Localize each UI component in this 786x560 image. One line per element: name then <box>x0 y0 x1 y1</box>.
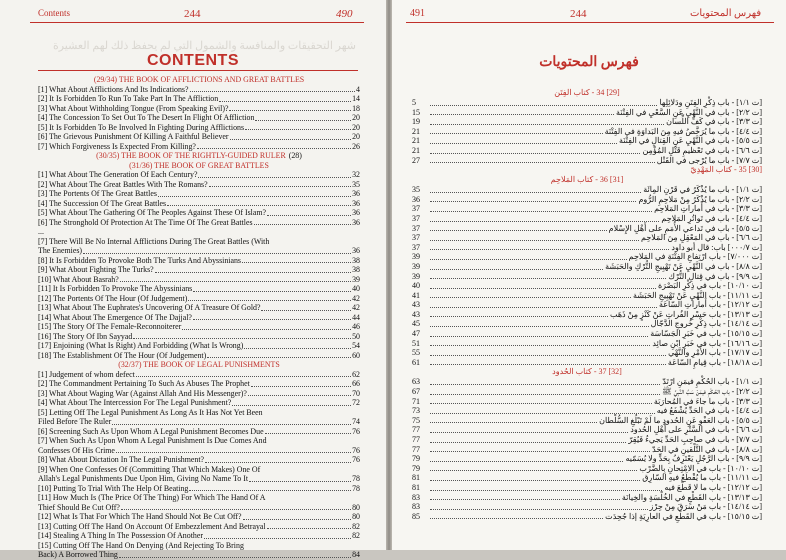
contents-title: CONTENTS <box>147 52 239 69</box>
arabic-toc-entry[interactable]: 75 [ت ٥/٥] - باب العَفْوِ عَنِ الحُدودِ ما لَمْ تَبْلُغِ السُّلْطان <box>412 415 762 425</box>
toc-entry[interactable]: [7] There Will Be No Internal Afflictions During The Great Battles (With <box>38 236 270 246</box>
toc-entry[interactable]: [5] Letting Off The Legal Punishment As Long As It Has Not Yet Been <box>38 407 263 417</box>
toc-entry[interactable]: [4] What About The Intercession For The Legal Punishment? 72 <box>38 398 360 407</box>
toc-entry[interactable]: [7] Which Forgiveness Is Expected From Killing? 26 <box>38 141 360 151</box>
toc-entry[interactable]: [2] What About The Great Battles With The Romans? 35 <box>38 179 360 189</box>
toc-entry[interactable]: [8] What About Dictation In The Legal Punishment? 76 <box>38 455 360 464</box>
toc-entry[interactable]: [16] The Story Of Ibn Sayyad 50 <box>38 331 360 341</box>
arabic-toc-entry[interactable]: 63 [ت ١/١] - باب الحُكْمِ فيمَنِ ارْتَدّ <box>412 377 762 387</box>
toc-entry[interactable]: [5] It Is Forbidden To Be Involved In Fighting During Afflictions 20 <box>38 122 360 132</box>
toc-entry[interactable]: [4] The Concession To Set Out To The Desert In Flight Of Affliction 20 <box>38 113 360 122</box>
arabic-toc-entry[interactable]: 51 [ت ١٦/١٦] - باب في خَبَرِ ابْنِ صائِد <box>412 338 762 348</box>
toc-entry[interactable]: [11] How Much Is (The Price Of The Thing) For Which The Hand Of A <box>38 493 266 502</box>
arabic-toc-entry[interactable]: 85 [ت ١٥/١٥] - باب في القَطْعِ في العارِيَةِ إذا جُحِدَت <box>412 511 762 521</box>
toc-entry[interactable]: [18] The Establishment Of The Hour (Of Judgement) 60 <box>38 350 360 360</box>
toc-entry[interactable]: [10] What About Basrah? 39 <box>38 274 360 284</box>
left-page <box>0 0 386 559</box>
toc-entry[interactable]: Confesses Of His Crime 76 <box>38 445 360 455</box>
arabic-toc-entry[interactable]: 73 [ت ٤/٤] - باب في الحَدِّ يُشْفَعُ فيه <box>412 406 762 416</box>
right-header-number: 244 <box>570 8 587 20</box>
toc-entry[interactable]: [9] What About Fighting The Turks? 38 <box>38 265 360 274</box>
arabic-toc-entry[interactable]: 21 [ت ٤/٤] - باب ما يُرَخَّصُ فيهِ مِنَ البَداوَةِ في الفِتْنَة <box>412 126 762 136</box>
right-section-heading: [31] 36 - كتاب المَلاحِم <box>550 175 624 185</box>
toc-entry[interactable]: [3] The Portents Of The Great Battles 36 <box>38 189 360 198</box>
toc-entry[interactable]: Filed Before The Ruler 74 <box>38 417 360 426</box>
toc-entry[interactable]: [10] Putting To Trial With The Help Of Beating 78 <box>38 483 360 493</box>
left-toc <box>38 75 360 560</box>
arabic-toc-entry[interactable]: 81 [ت ١١/١١] - باب ما يُقْطَعُ فيهِ السّارِق <box>412 473 762 483</box>
toc-entry[interactable]: [9] When One Confesses Of (Committing That Which Makes) One Of <box>38 464 261 474</box>
toc-entry[interactable]: [1] What About The Generation Of Each Century? 32 <box>38 170 360 179</box>
toc-entry[interactable]: [12] The Portents Of The Hour (Of Judgement) 42 <box>38 293 360 303</box>
arabic-toc-entry[interactable]: 79 [ت ٩/٩] - باب الرَّجُلِ يَعْتَرِفُ بِحَدٍّ ولا يُسَمّيه <box>412 454 762 464</box>
toc-entry[interactable]: Allah's Legal Punishments Due Upon Him, Giving No Name To It 78 <box>38 474 360 483</box>
left-section-heading: (31/36) THE BOOK OF GREAT BATTLES <box>129 160 269 170</box>
toc-entry[interactable]: [14] Stealing A Thing In The Possession Of Another 82 <box>38 531 360 540</box>
arabic-contents-title: فهرس المحتويات <box>539 55 639 70</box>
arabic-toc-entry[interactable]: 83 [ت ١٤/١٤] - باب مَنْ سَرَقَ مِنْ حِرْز <box>412 502 762 512</box>
arabic-toc-entry[interactable]: 55 [ت ١٧/١٧] - باب الأَمْرِ والنَّهْي <box>412 348 762 358</box>
toc-entry[interactable]: [4] The Succession Of The Great Battles 36 <box>38 198 360 208</box>
toc-entry[interactable]: Back) A Borrowed Thing 84 <box>38 550 360 559</box>
left-section-heading: (32/37) THE BOOK OF LEGAL PUNISHMENTS <box>118 360 280 369</box>
arabic-toc-entry[interactable]: 43 [ت ١٣/١٣] - باب حَسْرِ الفُراتِ عَنْ كَنْزٍ مِنْ ذَهَب <box>412 309 762 319</box>
right-header-title: فهرس المحتويات <box>690 8 762 19</box>
arabic-toc-entry[interactable]: 37 [ت ٠٠٠/٧] باب: قال أبو داود <box>412 242 762 252</box>
toc-entry[interactable]: [5] What About The Gathering Of The Peoples Against These Of Islam? 36 <box>38 208 360 217</box>
arabic-toc-entry[interactable]: 36 [ت ٢/٢] - باب ما يُذْكَرُ مِنْ مَلاحِمِ الرُّوم <box>412 194 762 204</box>
toc-entry[interactable]: [6] Screening Such As Upon Whom A Legal Punishment Becomes Due 76 <box>38 426 360 436</box>
toc-entry[interactable]: [2] It Is Forbidden To Run To Take Part In The Affliction 14 <box>38 94 360 103</box>
toc-entry[interactable]: Thief Should Be Cut Off? 80 <box>38 502 360 512</box>
left-section-heading: (29/34) THE BOOK OF AFFLICTIONS AND GREAT BATTLES <box>93 75 305 84</box>
toc-entry[interactable]: [7] When Such As Upon Whom A Legal Punishment Is Due Comes And <box>38 436 267 445</box>
toc-entry[interactable]: [3] What About Waging War (Against Allah And His Messenger)? 70 <box>38 388 360 398</box>
arabic-toc-entry[interactable]: 77 [ت ٨/٨] - باب في التَّلْقينِ في الحَدّ <box>412 444 762 454</box>
toc-entry[interactable]: [15] Cutting Off The Hand On Denying (And Rejecting To Bring <box>38 540 244 550</box>
left-bleed-through: شهر التحقيقات والمنافسة والشمول التي لم يحفظ ذلك لهم العشيرة <box>52 40 356 52</box>
arabic-toc-entry[interactable]: 39 [ت ٧/٠٠٠] - باب ارْتِفاعِ الفِتْنَةِ في المَلاحِم <box>412 252 762 262</box>
arabic-toc-entry[interactable]: 5 [ت ١/١] - باب ذِكْرِ الفِتَنِ ودَلائِلِها <box>412 98 762 107</box>
left-header-number: 244 <box>184 8 201 20</box>
toc-entry[interactable]: [2] The Commandment Pertaining To Such As Abuses The Prophet 66 <box>38 379 360 388</box>
left-header-rule <box>30 22 364 23</box>
toc-entry[interactable]: [13] What About The Euphrates's Uncovering Of A Treasure Of Gold? 42 <box>38 303 360 312</box>
toc-entry[interactable]: [8] It Is Forbidden To Provoke Both The Turks And Abyssinians 38 <box>38 255 360 265</box>
toc-entry[interactable]: [12] What Is That For Which The Hand Should Not Be Cut Off? 80 <box>38 512 360 521</box>
toc-entry[interactable]: [15] The Story Of The Female-Reconnoiterer 46 <box>38 322 360 331</box>
arabic-toc-entry[interactable]: 41 [ت ١١/١١] - باب النَّهْيِ عَنْ تَهْيِيجِ الحَبَشَة <box>412 290 762 300</box>
arabic-toc-entry[interactable]: 40 [ت ١٠/١٠] - باب في ذِكْرِ البَصْرَة <box>412 281 762 291</box>
arabic-toc-entry[interactable]: 47 [ت ١٥/١٥] - باب في خَبَرِ الجَسّاسَة <box>412 329 762 339</box>
arabic-toc-entry[interactable]: 83 [ت ١٣/١٣] - باب القَطْعِ في الخُلْسَةِ والخِيانَة <box>412 492 762 502</box>
arabic-toc-entry[interactable]: 39 [ت ٩/٩] - باب في قِتالِ التُّرْك <box>412 271 762 281</box>
toc-entry[interactable]: ... <box>38 227 44 236</box>
arabic-toc-entry[interactable]: 37 [ت ٦/٦] - باب في المَعْقِلِ مِنَ المَلاحِم <box>412 233 762 243</box>
toc-entry[interactable]: [1] Judgement of whom defect 62 <box>38 369 360 379</box>
toc-entry[interactable]: [6] The Grievous Punishment Of Killing A Faithful Believer 20 <box>38 132 360 141</box>
arabic-toc-entry[interactable]: 21 [ت ٥/٥] - باب في النَّهْيِ عَنِ القِتالِ في الفِتْنَة <box>412 136 762 146</box>
arabic-toc-entry[interactable]: 67 [ت ٢/٢] - باب الحُكْمِ فيمَنْ سَبَّ النَّبِيَّ ﷺ <box>412 387 762 397</box>
arabic-toc-entry[interactable]: 77 [ت ٧/٧] - باب في صاحِبِ الحَدِّ يَجيءُ فَيُقِرّ <box>412 435 762 444</box>
toc-entry[interactable]: [14] What About The Emergence Of The Dajjal? 44 <box>38 312 360 322</box>
arabic-toc-entry[interactable]: 39 [ت ٨/٨] - باب في النَّهْيِ عَنْ تَهْيِيجِ التُّرْكِ والحَبَشَة <box>412 261 762 271</box>
right-section-heading: [29] 34 - كتاب الفِتَن <box>554 88 620 97</box>
arabic-toc-entry[interactable]: 77 [ت ٦/٦] - باب في السَّتْرِ على أَهْلِ الحُدود <box>412 425 762 435</box>
arabic-toc-entry[interactable]: 15 [ت ٢/٢] - باب في النَّهْيِ عَنِ السَّعْيِ في الفِتْنَة <box>412 107 762 117</box>
arabic-toc-entry[interactable]: 81 [ت ١٢/١٢] - باب ما لا قَطْعَ فيه <box>412 482 762 492</box>
arabic-toc-entry[interactable]: 37 [ت ٣/٣] - باب في أَماراتِ المَلاحِم <box>412 204 762 214</box>
toc-entry[interactable]: The Enemies) 36 <box>38 246 360 255</box>
right-section-heading: [30] 35 - كتاب المَهْدِيّ <box>690 165 762 175</box>
toc-entry[interactable]: [17] Enjoining (What Is Right) And Forbidding (What Is Wrong) 54 <box>38 341 360 350</box>
arabic-toc-entry[interactable]: 37 [ت ٤/٤] - باب في تَواتُرِ المَلاحِم <box>412 213 762 223</box>
toc-entry[interactable]: [11] It Is Forbidden To Provoke The Abyssinians 40 <box>38 284 360 293</box>
arabic-toc-entry[interactable]: 37 [ت ٥/٥] - باب في تَداعي الأُمَمِ على أَهْلِ الإِسْلام <box>412 223 762 233</box>
right-page-number: 491 <box>410 8 425 19</box>
arabic-toc-entry[interactable]: 27 [ت ٧/٧] - باب ما يُرْجى في القَتْل <box>412 155 762 165</box>
left-section-heading: (30/35) THE BOOK OF THE RIGHTLY-GUIDED RULER (28) <box>96 151 302 160</box>
arabic-toc-entry[interactable]: 61 [ت ١٨/١٨] - باب قِيامِ السّاعَة <box>412 357 762 367</box>
arabic-toc-entry[interactable]: 19 [ت ٣/٣] - باب في كَفِّ اللِّسان <box>412 117 762 127</box>
contents-title-rule <box>38 70 358 71</box>
arabic-toc-entry[interactable]: 35 [ت ١/١] - باب ما يُذْكَرُ في قَرْنِ المِائَة <box>412 185 762 195</box>
toc-entry[interactable]: [3] What About Withholding Tongue (From Speaking Evil)? 18 <box>38 103 360 113</box>
left-header-title: Contents <box>38 8 71 18</box>
right-header-rule <box>406 22 774 23</box>
arabic-toc-entry[interactable]: 45 [ت ١٤/١٤] - باب ذِكْرِ خُروجِ الدَّجّال <box>412 319 762 329</box>
right-toc <box>412 88 762 521</box>
arabic-toc-entry[interactable]: 21 [ت ٦/٦] - باب في تَعْظيمِ قَتْلِ المُؤْمِن <box>412 145 762 155</box>
arabic-toc-entry[interactable]: 43 [ت ١٢/١٢] - باب أَماراتِ السّاعَة <box>412 300 762 310</box>
arabic-toc-entry[interactable]: 79 [ت ١٠/١٠] - باب في الامْتِحانِ بِالضَّرْب <box>412 463 762 473</box>
toc-entry[interactable]: [1] What About Afflictions And Its Indications? 4 <box>38 84 360 94</box>
toc-entry[interactable]: [6] The Stronghold Of Protection At The Time Of The Great Battles 36 <box>38 217 360 227</box>
right-section-heading: [32] 37 - كتاب الحُدود <box>552 367 622 377</box>
toc-entry[interactable]: [13] Cutting Off The Hand On Account Of Embezzlement And Betrayal 82 <box>38 521 360 531</box>
arabic-toc-entry[interactable]: 71 [ت ٣/٣] - باب ما جاءَ في المُحارَبَة <box>412 396 762 406</box>
left-page-number: 490 <box>336 8 353 20</box>
